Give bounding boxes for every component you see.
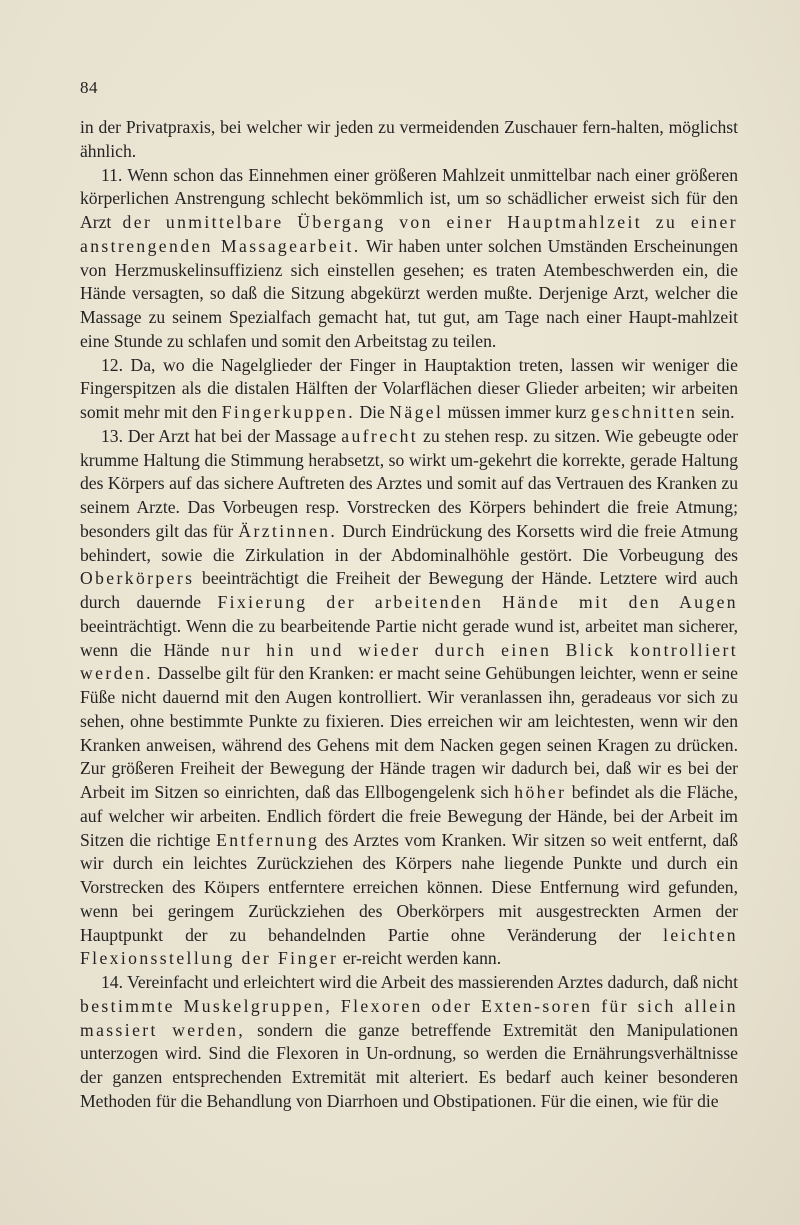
- text-run: in der Privatpraxis, bei welcher wir jeden zu vermeidenden Zuschauer fern-halten, möglichst ähnlich.: [80, 117, 738, 161]
- spaced-emphasis: Ärztinnen.: [238, 520, 338, 541]
- text-run: er-reicht werden kann.: [338, 948, 502, 969]
- text-run: Wir haben unter solchen Umständen Erscheinungen von Herzmuskelinsuffizienz sich einstellen gesehen; es traten Atembeschwerden ein, die Hände versagten, so daß die Sitzung abgekürzt werden mußte. Derjenige Arzt, welcher die Massage zu seinem Spezialfach gemacht hat, tut gut, am Tage nach einer Haupt-mahlzeit eine Stunde zu schlafen und somit den Arbeitstag zu teilen.: [80, 235, 738, 351]
- page-body-text: [80, 116, 738, 1114]
- spaced-emphasis: leichten Flexionsstellung der Finger: [80, 924, 738, 969]
- paragraph-11: [80, 164, 738, 354]
- spaced-emphasis: bestimmte Muskelgruppen, Flexoren oder Exten-soren für sich allein massiert werden,: [80, 995, 738, 1040]
- paragraph-12: [80, 354, 738, 425]
- text-run: befindet als die Fläche, auf welcher wir arbeiten. Endlich fördert die freie Bewegung der Hände, bei der Arbeit im Sitzen die richtige: [80, 782, 739, 850]
- spaced-emphasis: nur hin und wieder durch einen Blick kontrolliert werden.: [80, 639, 738, 684]
- page-number: 84: [80, 78, 98, 97]
- text-run: 14. Vereinfacht und erleichtert wird die Arbeit des massierenden Arztes dadurch, daß nicht: [101, 972, 738, 992]
- spaced-emphasis: Oberkörpers: [80, 568, 195, 589]
- text-run: Durch Eindrückung des Korsetts wird die freie Atmung behindert, sowie die Zirkulation in der Abdominalhöhle gestört. Die Vorbeugung des: [80, 520, 738, 565]
- text-run: müssen immer kurz: [443, 402, 591, 422]
- text-run: beeinträchtigt. Wenn die zu bearbeitende Partie nicht gerade wund ist, arbeitet man sicherer, wenn die Hände: [80, 615, 738, 660]
- spaced-emphasis: aufrecht: [341, 425, 419, 446]
- text-run: zu stehen resp. zu sitzen. Wie gebeugte oder krumme Haltung die Stimmung herabsetzt, so wirkt um-gekehrt die korrekte, gerade Haltung des Körpers auf das sichere Auftreten des Arztes und somit auf das Vertrauen des Kranken zu seinem Arzte. Das Vorbeugen resp. Vorstrecken des Körpers behindert die freie Atmung; besonders gilt das für: [80, 425, 738, 541]
- spaced-emphasis: der unmittelbare Übergang von einer Hauptmahlzeit zu einer anstrengenden Massagearbeit.: [80, 212, 738, 256]
- text-run: 11. Wenn schon das Einnehmen einer größeren Mahlzeit unmittelbar nach einer größeren körperlichen Anstrengung schlecht bekömmlich ist, um so schädlicher erweist sich für den Arzt: [80, 164, 738, 232]
- text-run: 12. Da, wo die Nagelglieder der Finger in Hauptaktion treten, lassen wir weniger die Fingerspitzen als die distalen Hälften der Volarflächen dieser Glieder arbeiten; wir arbeiten somit mehr mit den: [80, 354, 738, 422]
- text-run: sein.: [697, 402, 735, 422]
- text-run: beeinträchtigt die Freiheit der Bewegung der Hände. Letztere wird auch durch dauernde: [80, 568, 738, 612]
- spaced-emphasis: geschnitten: [590, 402, 698, 422]
- spaced-emphasis: höher: [514, 782, 567, 802]
- text-run: sondern die ganze betreffende Extremität den Manipulationen unterzogen wird. Sind die Flexoren in Un-ordnung, so werden die Ernährungsverhältnisse der ganzen entsprechenden Extremität mit alteriert. Es bedarf auch keiner besonderen Methoden für die Behandlung von Diarrhoen und Obstipationen. Für die einen, wie für die: [80, 1019, 739, 1111]
- text-run: 13. Der Arzt hat bei der Massage: [101, 425, 342, 446]
- text-run: Dasselbe gilt für den Kranken: er macht seine Gehübungen leichter, wenn er seine Füße nicht dauernd mit den Augen kontrolliert. Wir veranlassen ihn, geradeaus vor sich zu sehen, ohne bestimmte Punkte zu fixieren. Dies erreichen wir am leichtesten, wenn wir den Kranken anweisen, während des Gehens mit dem Nacken gegen seinen Kragen zu drücken. Zur größeren Freiheit der Bewegung der Hände tragen wir dadurch bei, daß wir es bei der Arbeit im Sitzen so einrichten, daß das Ellbogengelenk sich: [80, 663, 738, 802]
- paragraph-13: [80, 425, 738, 971]
- spaced-emphasis: Nägel: [389, 402, 444, 422]
- spaced-emphasis: Fixierung der arbeitenden Hände mit den Augen: [217, 592, 738, 612]
- text-run: Die: [355, 402, 390, 422]
- paragraph-14: [80, 971, 738, 1114]
- text-run: des Arztes vom Kranken. Wir sitzen so weit entfernt, daß wir durch ein leichtes Zurückziehen des Körpers nahe liegende Punkte und durch ein Vorstrecken des Köıpers entferntere erreichen können. Diese Entfernung wird gefunden, wenn bei geringem Zurückziehen des Oberkörpers mit ausgestreckten Armen der Hauptpunkt der zu behandelnden Partie ohne Veränderung der: [80, 829, 738, 945]
- spaced-emphasis: Fingerkuppen.: [221, 402, 356, 422]
- spaced-emphasis: Entfernung: [216, 829, 320, 850]
- paragraph-continuation: [80, 116, 738, 164]
